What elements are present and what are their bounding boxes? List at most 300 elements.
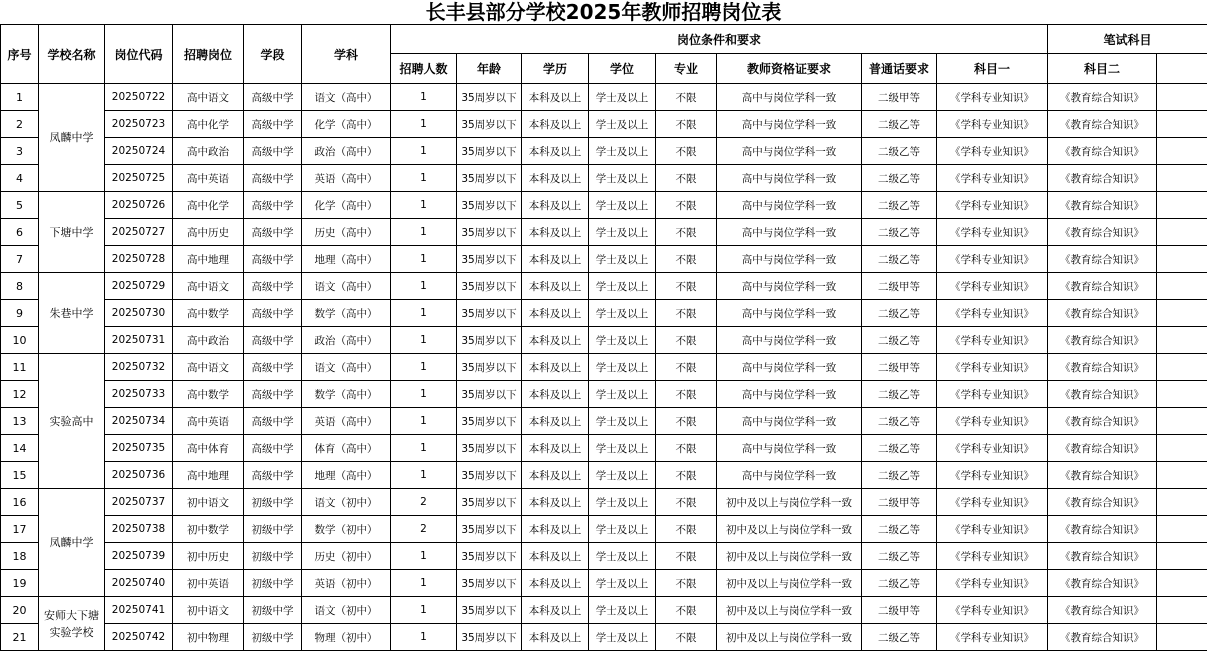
cell-position: 高中体育 (173, 435, 244, 462)
cell-major: 不限 (656, 246, 717, 273)
cell-remark (1157, 570, 1207, 597)
cell-exam1: 《学科专业知识》 (937, 111, 1048, 138)
cell-stage: 高级中学 (244, 219, 302, 246)
cell-mandarin: 二级乙等 (862, 165, 937, 192)
cell-exam1: 《学科专业知识》 (937, 624, 1048, 651)
cell-code: 20250741 (105, 597, 173, 624)
cell-mandarin: 二级乙等 (862, 435, 937, 462)
cell-cert: 高中与岗位学科一致 (717, 273, 862, 300)
cell-mandarin: 二级甲等 (862, 489, 937, 516)
header-school: 学校名称 (39, 25, 105, 84)
cell-major: 不限 (656, 543, 717, 570)
cell-code: 20250737 (105, 489, 173, 516)
cell-count: 1 (391, 273, 457, 300)
cell-seq: 4 (1, 165, 39, 192)
cell-exam1: 《学科专业知识》 (937, 516, 1048, 543)
cell-seq: 20 (1, 597, 39, 624)
cell-code: 20250736 (105, 462, 173, 489)
cell-exam1: 《学科专业知识》 (937, 138, 1048, 165)
cell-exam1: 《学科专业知识》 (937, 246, 1048, 273)
table-row (1, 273, 1207, 300)
cell-position: 高中政治 (173, 138, 244, 165)
table-row (1, 624, 1207, 651)
cell-exam1: 《学科专业知识》 (937, 300, 1048, 327)
cell-exam1: 《学科专业知识》 (937, 570, 1048, 597)
cell-mandarin: 二级乙等 (862, 111, 937, 138)
header-stage: 学段 (244, 25, 302, 84)
cell-seq: 7 (1, 246, 39, 273)
cell-position: 初中物理 (173, 624, 244, 651)
cell-position: 高中地理 (173, 246, 244, 273)
cell-mandarin: 二级乙等 (862, 408, 937, 435)
cell-seq: 16 (1, 489, 39, 516)
cell-mandarin: 二级甲等 (862, 354, 937, 381)
cell-stage: 高级中学 (244, 354, 302, 381)
cell-age: 35周岁以下 (457, 192, 522, 219)
cell-remark (1157, 111, 1207, 138)
header-cert: 教师资格证要求 (717, 54, 862, 84)
table-row (1, 354, 1207, 381)
cell-count: 1 (391, 165, 457, 192)
table-row (1, 597, 1207, 624)
cell-age: 35周岁以下 (457, 138, 522, 165)
cell-subject: 语文（初中） (302, 597, 391, 624)
cell-exam2: 《教育综合知识》 (1048, 462, 1157, 489)
cell-major: 不限 (656, 435, 717, 462)
cell-age: 35周岁以下 (457, 435, 522, 462)
cell-seq: 14 (1, 435, 39, 462)
table-row (1, 381, 1207, 408)
cell-exam2: 《教育综合知识》 (1048, 111, 1157, 138)
cell-code: 20250742 (105, 624, 173, 651)
cell-cert: 高中与岗位学科一致 (717, 192, 862, 219)
cell-age: 35周岁以下 (457, 300, 522, 327)
header-age: 年龄 (457, 54, 522, 84)
cell-seq: 17 (1, 516, 39, 543)
cell-seq: 8 (1, 273, 39, 300)
cell-school: 凤麟中学 (39, 84, 105, 192)
cell-age: 35周岁以下 (457, 597, 522, 624)
cell-education: 本科及以上 (522, 597, 589, 624)
cell-degree: 学士及以上 (589, 219, 656, 246)
cell-position: 高中语文 (173, 84, 244, 111)
cell-major: 不限 (656, 300, 717, 327)
cell-position: 初中数学 (173, 516, 244, 543)
cell-education: 本科及以上 (522, 273, 589, 300)
cell-remark (1157, 435, 1207, 462)
cell-degree: 学士及以上 (589, 84, 656, 111)
cell-position: 高中政治 (173, 327, 244, 354)
cell-age: 35周岁以下 (457, 246, 522, 273)
cell-school: 下塘中学 (39, 192, 105, 273)
cell-cert: 高中与岗位学科一致 (717, 84, 862, 111)
table-row (1, 408, 1207, 435)
cell-remark (1157, 354, 1207, 381)
cell-subject: 地理（高中） (302, 246, 391, 273)
cell-exam1: 《学科专业知识》 (937, 273, 1048, 300)
cell-exam2: 《教育综合知识》 (1048, 165, 1157, 192)
cell-count: 1 (391, 138, 457, 165)
cell-seq: 12 (1, 381, 39, 408)
cell-cert: 高中与岗位学科一致 (717, 327, 862, 354)
cell-subject: 政治（高中） (302, 327, 391, 354)
cell-count: 1 (391, 408, 457, 435)
cell-degree: 学士及以上 (589, 462, 656, 489)
cell-education: 本科及以上 (522, 192, 589, 219)
cell-age: 35周岁以下 (457, 570, 522, 597)
cell-remark (1157, 84, 1207, 111)
cell-count: 1 (391, 435, 457, 462)
cell-degree: 学士及以上 (589, 435, 656, 462)
cell-exam1: 《学科专业知识》 (937, 597, 1048, 624)
cell-education: 本科及以上 (522, 327, 589, 354)
cell-position: 高中历史 (173, 219, 244, 246)
cell-remark (1157, 597, 1207, 624)
header-exam2: 科目二 (1048, 54, 1157, 84)
table-row (1, 111, 1207, 138)
cell-major: 不限 (656, 516, 717, 543)
cell-position: 初中语文 (173, 597, 244, 624)
table-row (1, 489, 1207, 516)
cell-stage: 高级中学 (244, 84, 302, 111)
cell-education: 本科及以上 (522, 408, 589, 435)
cell-school: 安师大下塘实验学校 (39, 597, 105, 651)
cell-education: 本科及以上 (522, 624, 589, 651)
cell-code: 20250728 (105, 246, 173, 273)
cell-subject: 语文（高中） (302, 84, 391, 111)
cell-education: 本科及以上 (522, 435, 589, 462)
cell-age: 35周岁以下 (457, 408, 522, 435)
cell-seq: 2 (1, 111, 39, 138)
cell-subject: 数学（初中） (302, 516, 391, 543)
cell-remark (1157, 624, 1207, 651)
cell-seq: 10 (1, 327, 39, 354)
cell-exam1: 《学科专业知识》 (937, 327, 1048, 354)
cell-mandarin: 二级乙等 (862, 624, 937, 651)
cell-mandarin: 二级乙等 (862, 570, 937, 597)
cell-count: 2 (391, 489, 457, 516)
cell-cert: 高中与岗位学科一致 (717, 219, 862, 246)
cell-position: 高中化学 (173, 111, 244, 138)
header-seq: 序号 (1, 25, 39, 84)
cell-mandarin: 二级乙等 (862, 516, 937, 543)
cell-seq: 21 (1, 624, 39, 651)
cell-degree: 学士及以上 (589, 624, 656, 651)
cell-seq: 5 (1, 192, 39, 219)
cell-major: 不限 (656, 597, 717, 624)
cell-count: 1 (391, 381, 457, 408)
cell-major: 不限 (656, 408, 717, 435)
cell-exam2: 《教育综合知识》 (1048, 327, 1157, 354)
cell-seq: 18 (1, 543, 39, 570)
cell-position: 高中英语 (173, 165, 244, 192)
cell-remark (1157, 462, 1207, 489)
cell-degree: 学士及以上 (589, 408, 656, 435)
cell-stage: 高级中学 (244, 300, 302, 327)
cell-position: 高中数学 (173, 381, 244, 408)
table-row (1, 327, 1207, 354)
header-education: 学历 (522, 54, 589, 84)
cell-major: 不限 (656, 354, 717, 381)
cell-education: 本科及以上 (522, 543, 589, 570)
cell-count: 1 (391, 543, 457, 570)
cell-major: 不限 (656, 273, 717, 300)
cell-exam2: 《教育综合知识》 (1048, 246, 1157, 273)
cell-count: 1 (391, 111, 457, 138)
cell-mandarin: 二级乙等 (862, 138, 937, 165)
recruitment-table (0, 24, 1207, 651)
cell-education: 本科及以上 (522, 489, 589, 516)
cell-seq: 1 (1, 84, 39, 111)
cell-remark (1157, 381, 1207, 408)
cell-cert: 高中与岗位学科一致 (717, 300, 862, 327)
cell-subject: 化学（高中） (302, 192, 391, 219)
cell-position: 高中地理 (173, 462, 244, 489)
cell-count: 1 (391, 219, 457, 246)
cell-education: 本科及以上 (522, 570, 589, 597)
cell-exam1: 《学科专业知识》 (937, 462, 1048, 489)
cell-degree: 学士及以上 (589, 138, 656, 165)
cell-code: 20250731 (105, 327, 173, 354)
cell-code: 20250726 (105, 192, 173, 219)
cell-degree: 学士及以上 (589, 597, 656, 624)
cell-exam2: 《教育综合知识》 (1048, 597, 1157, 624)
cell-degree: 学士及以上 (589, 354, 656, 381)
cell-cert: 高中与岗位学科一致 (717, 462, 862, 489)
table-row (1, 462, 1207, 489)
cell-count: 1 (391, 462, 457, 489)
cell-code: 20250732 (105, 354, 173, 381)
cell-cert: 高中与岗位学科一致 (717, 246, 862, 273)
header-mandarin: 普通话要求 (862, 54, 937, 84)
cell-stage: 高级中学 (244, 246, 302, 273)
cell-remark (1157, 489, 1207, 516)
cell-code: 20250724 (105, 138, 173, 165)
cell-exam2: 《教育综合知识》 (1048, 381, 1157, 408)
table-row (1, 246, 1207, 273)
header-major: 专业 (656, 54, 717, 84)
cell-education: 本科及以上 (522, 381, 589, 408)
cell-degree: 学士及以上 (589, 543, 656, 570)
cell-stage: 初级中学 (244, 624, 302, 651)
cell-stage: 高级中学 (244, 111, 302, 138)
cell-age: 35周岁以下 (457, 543, 522, 570)
page-title: 长丰县部分学校2025年教师招聘岗位表 (425, 0, 782, 24)
cell-cert: 高中与岗位学科一致 (717, 165, 862, 192)
cell-exam1: 《学科专业知识》 (937, 354, 1048, 381)
cell-cert: 高中与岗位学科一致 (717, 354, 862, 381)
cell-subject: 数学（高中） (302, 300, 391, 327)
cell-count: 1 (391, 327, 457, 354)
cell-stage: 高级中学 (244, 138, 302, 165)
cell-exam2: 《教育综合知识》 (1048, 624, 1157, 651)
cell-school: 凤麟中学 (39, 489, 105, 597)
cell-education: 本科及以上 (522, 219, 589, 246)
cell-stage: 初级中学 (244, 597, 302, 624)
cell-code: 20250729 (105, 273, 173, 300)
cell-count: 1 (391, 192, 457, 219)
cell-exam2: 《教育综合知识》 (1048, 219, 1157, 246)
cell-count: 1 (391, 570, 457, 597)
header-conditions: 岗位条件和要求 (391, 25, 1048, 54)
cell-exam2: 《教育综合知识》 (1048, 516, 1157, 543)
cell-major: 不限 (656, 381, 717, 408)
cell-exam2: 《教育综合知识》 (1048, 435, 1157, 462)
cell-exam1: 《学科专业知识》 (937, 435, 1048, 462)
cell-position: 高中化学 (173, 192, 244, 219)
cell-degree: 学士及以上 (589, 246, 656, 273)
cell-degree: 学士及以上 (589, 516, 656, 543)
cell-subject: 政治（高中） (302, 138, 391, 165)
cell-subject: 语文（初中） (302, 489, 391, 516)
cell-exam1: 《学科专业知识》 (937, 165, 1048, 192)
cell-cert: 高中与岗位学科一致 (717, 408, 862, 435)
cell-major: 不限 (656, 192, 717, 219)
cell-subject: 语文（高中） (302, 354, 391, 381)
cell-subject: 体育（高中） (302, 435, 391, 462)
cell-mandarin: 二级乙等 (862, 462, 937, 489)
cell-school: 实验高中 (39, 354, 105, 489)
cell-degree: 学士及以上 (589, 111, 656, 138)
cell-stage: 高级中学 (244, 327, 302, 354)
cell-exam1: 《学科专业知识》 (937, 219, 1048, 246)
cell-degree: 学士及以上 (589, 327, 656, 354)
cell-age: 35周岁以下 (457, 354, 522, 381)
cell-code: 20250738 (105, 516, 173, 543)
cell-degree: 学士及以上 (589, 192, 656, 219)
cell-remark (1157, 192, 1207, 219)
cell-seq: 9 (1, 300, 39, 327)
cell-code: 20250733 (105, 381, 173, 408)
cell-subject: 历史（高中） (302, 219, 391, 246)
header-subject: 学科 (302, 25, 391, 84)
cell-mandarin: 二级乙等 (862, 246, 937, 273)
cell-remark (1157, 219, 1207, 246)
cell-age: 35周岁以下 (457, 111, 522, 138)
cell-code: 20250722 (105, 84, 173, 111)
cell-position: 高中语文 (173, 354, 244, 381)
cell-remark (1157, 273, 1207, 300)
cell-degree: 学士及以上 (589, 381, 656, 408)
table-row (1, 219, 1207, 246)
table-row (1, 138, 1207, 165)
cell-subject: 英语（高中） (302, 408, 391, 435)
cell-cert: 高中与岗位学科一致 (717, 435, 862, 462)
cell-code: 20250727 (105, 219, 173, 246)
cell-code: 20250734 (105, 408, 173, 435)
table-row (1, 435, 1207, 462)
cell-mandarin: 二级乙等 (862, 327, 937, 354)
cell-remark (1157, 327, 1207, 354)
header-exam1: 科目一 (937, 54, 1048, 84)
cell-mandarin: 二级乙等 (862, 300, 937, 327)
cell-subject: 英语（初中） (302, 570, 391, 597)
cell-count: 1 (391, 84, 457, 111)
cell-age: 35周岁以下 (457, 516, 522, 543)
cell-count: 1 (391, 354, 457, 381)
cell-major: 不限 (656, 84, 717, 111)
cell-remark (1157, 408, 1207, 435)
cell-position: 高中数学 (173, 300, 244, 327)
cell-subject: 历史（初中） (302, 543, 391, 570)
cell-education: 本科及以上 (522, 300, 589, 327)
cell-mandarin: 二级乙等 (862, 219, 937, 246)
table-row (1, 300, 1207, 327)
cell-exam1: 《学科专业知识》 (937, 84, 1048, 111)
table-row (1, 192, 1207, 219)
cell-count: 1 (391, 624, 457, 651)
cell-school: 朱巷中学 (39, 273, 105, 354)
cell-exam2: 《教育综合知识》 (1048, 273, 1157, 300)
header-position: 招聘岗位 (173, 25, 244, 84)
cell-cert: 高中与岗位学科一致 (717, 111, 862, 138)
cell-education: 本科及以上 (522, 246, 589, 273)
cell-subject: 物理（初中） (302, 624, 391, 651)
cell-count: 1 (391, 597, 457, 624)
cell-age: 35周岁以下 (457, 84, 522, 111)
cell-mandarin: 二级乙等 (862, 381, 937, 408)
cell-cert: 高中与岗位学科一致 (717, 381, 862, 408)
cell-stage: 高级中学 (244, 462, 302, 489)
cell-stage: 初级中学 (244, 489, 302, 516)
cell-major: 不限 (656, 138, 717, 165)
cell-code: 20250730 (105, 300, 173, 327)
table-row (1, 543, 1207, 570)
cell-cert: 初中及以上与岗位学科一致 (717, 624, 862, 651)
cell-seq: 6 (1, 219, 39, 246)
cell-degree: 学士及以上 (589, 300, 656, 327)
cell-seq: 13 (1, 408, 39, 435)
cell-major: 不限 (656, 219, 717, 246)
cell-exam2: 《教育综合知识》 (1048, 138, 1157, 165)
table-row (1, 165, 1207, 192)
cell-exam2: 《教育综合知识》 (1048, 192, 1157, 219)
cell-stage: 高级中学 (244, 435, 302, 462)
cell-remark (1157, 516, 1207, 543)
cell-stage: 高级中学 (244, 408, 302, 435)
table-row (1, 570, 1207, 597)
cell-age: 35周岁以下 (457, 165, 522, 192)
cell-education: 本科及以上 (522, 111, 589, 138)
cell-age: 35周岁以下 (457, 381, 522, 408)
header-count: 招聘人数 (391, 54, 457, 84)
cell-mandarin: 二级乙等 (862, 543, 937, 570)
cell-exam1: 《学科专业知识》 (937, 489, 1048, 516)
cell-education: 本科及以上 (522, 165, 589, 192)
cell-position: 初中英语 (173, 570, 244, 597)
cell-subject: 语文（高中） (302, 273, 391, 300)
cell-major: 不限 (656, 327, 717, 354)
cell-mandarin: 二级甲等 (862, 597, 937, 624)
cell-major: 不限 (656, 462, 717, 489)
table-row (1, 84, 1207, 111)
cell-subject: 英语（高中） (302, 165, 391, 192)
cell-code: 20250740 (105, 570, 173, 597)
cell-age: 35周岁以下 (457, 489, 522, 516)
cell-subject: 化学（高中） (302, 111, 391, 138)
cell-remark (1157, 246, 1207, 273)
cell-exam2: 《教育综合知识》 (1048, 489, 1157, 516)
cell-exam2: 《教育综合知识》 (1048, 543, 1157, 570)
cell-stage: 高级中学 (244, 165, 302, 192)
cell-cert: 初中及以上与岗位学科一致 (717, 543, 862, 570)
cell-mandarin: 二级甲等 (862, 84, 937, 111)
cell-position: 初中历史 (173, 543, 244, 570)
cell-position: 高中英语 (173, 408, 244, 435)
cell-exam2: 《教育综合知识》 (1048, 354, 1157, 381)
cell-stage: 初级中学 (244, 543, 302, 570)
cell-cert: 初中及以上与岗位学科一致 (717, 570, 862, 597)
